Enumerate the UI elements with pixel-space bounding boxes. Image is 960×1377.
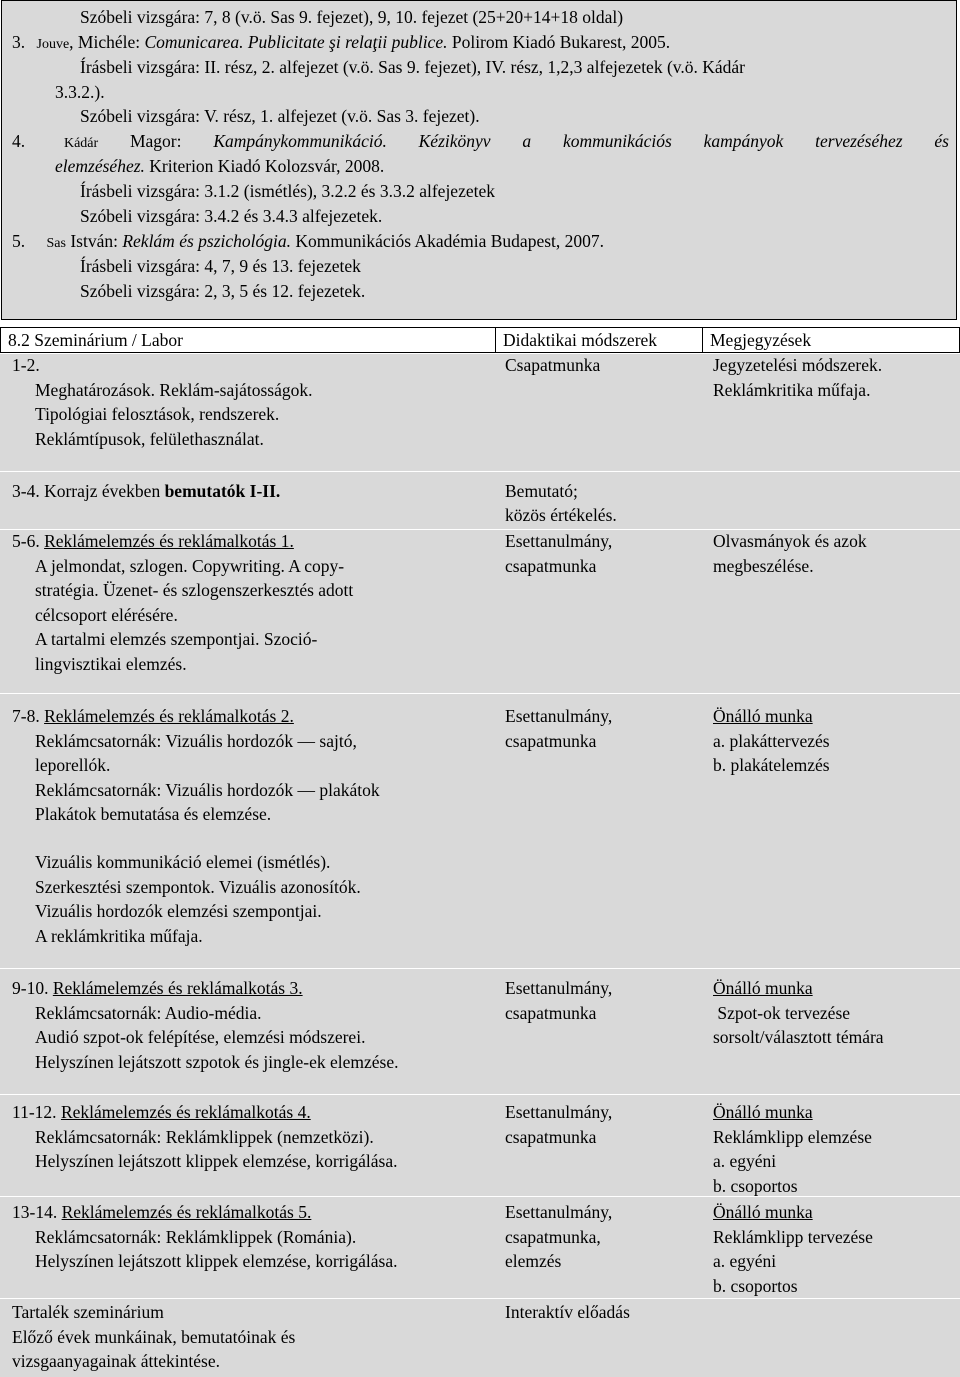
table-header xyxy=(0,327,960,353)
bib-written-exam: Írásbeli vizsgára: II. rész, 2. alfejezet (v.ö. Sas 9. fejezet), IV. rész, 1,2,3 alfejezetek (v.ö. Kádár xyxy=(80,57,746,77)
bib-written-exam-cont: 3.3.2.). xyxy=(55,82,105,102)
table-row: 7-8. Reklámelemzés és reklámalkotás 2. Reklámcsatornák: Vizuális hordozók — sajtó, leporellók. Reklámcsatornák: Vizuális hordozók — plakátok Plakátok bemutatása és elemzése. Vizuális kommunikáció elemei (ismétlés). Szerkesztési szempontok. Vizuális azonosítók. Vizuális hordozók elemzési szempontjai. A reklámkritika műfaja. Esettanulmány, csapatmunka Önálló munka a. plakáttervezés b. plakátelemzés xyxy=(0,693,960,968)
header-methods: Didaktikai módszerek xyxy=(495,327,703,353)
header-topic: 8.2 Szeminárium / Labor xyxy=(0,327,496,353)
table-row: 11-12. Reklámelemzés és reklámalkotás 4. Reklámcsatornák: Reklámklippek (nemzetközi). Helyszínen lejátszott klippek elemzése, korrigálása. Esettanulmány, csapatmunka Önálló munka Reklámklipp elemzése a. egyéni b. csoportos xyxy=(0,1094,960,1196)
bib-item-5: 5. Sas István: Reklám és pszichológia. Kommunikációs Akadémia Budapest, 2007. xyxy=(12,231,605,251)
bib-title: Comunicarea. Publicitate şi relaţii publice. xyxy=(144,32,448,52)
bib-written-exam: Írásbeli vizsgára: 3.1.2 (ismétlés), 3.2.2 és 3.3.2 alfejezetek xyxy=(80,181,495,201)
header-notes: Megjegyzések xyxy=(702,327,960,353)
table-row: 1-2. Meghatározások. Reklám-sajátosságok. Tipológiai felosztások, rendszerek. Reklámtípusok, felülethasználat. Csapatmunka Jegyzetelési módszerek. Reklámkritika műfaja. xyxy=(0,353,960,471)
table-row: 5-6. Reklámelemzés és reklámalkotás 1. A jelmondat, szlogen. Copywriting. A copy- stratégia. Üzenet- és szlogenszerkesztés adott célcsoport elérésére. A tartalmi elemzés szempontjai. Szoció- lingvisztikai elemzés. Esettanulmány, csapatmunka Olvasmányok és azok megbeszélése. xyxy=(0,529,960,693)
bib-oral-exam: Szóbeli vizsgára: 2, 3, 5 és 12. fejezetek. xyxy=(80,281,366,301)
bib-author: Jouve xyxy=(36,37,70,52)
bib-item-4-cont: elemzéséhez. Kriterion Kiadó Kolozsvár, 2008. xyxy=(55,156,385,176)
bib-oral-exam: Szóbeli vizsgára: V. rész, 1. alfejezet (v.ö. Sas 3. fejezet). xyxy=(80,106,480,126)
bib-item-3: 3. Jouve, Michéle: Comunicarea. Publicitate şi relaţii publice. Polirom Kiadó Bukarest, 2005. xyxy=(12,32,671,52)
table-row: 13-14. Reklámelemzés és reklámalkotás 5. Reklámcsatornák: Reklámklippek (Románia). Helyszínen lejátszott klippek elemzése, korrigálása. Esettanulmány, csapatmunka, elemzés Önálló munka Reklámklipp tervezése a. egyéni b. csoportos xyxy=(0,1196,960,1298)
bib-written-exam: Írásbeli vizsgára: 4, 7, 9 és 13. fejezetek xyxy=(80,256,361,276)
bib-item-4: 4. Kádár Magor: Kampánykommunikáció. Kézikönyv a kommunikációs kampányok tervezéséhez és xyxy=(12,131,949,151)
table-row: Tartalék szeminárium Előző évek munkáinak, bemutatóinak és vizsgaanyagainak áttekintése. Interaktív előadás xyxy=(0,1298,960,1377)
table-row: 3-4. Korrajz években bemutatók I-II. Bemutató; közös értékelés. xyxy=(0,471,960,529)
bibliography-box xyxy=(1,0,957,320)
bib-oral-exam: Szóbeli vizsgára: 3.4.2 és 3.4.3 alfejezetek. xyxy=(80,206,383,226)
bib-oral-exam-line: Szóbeli vizsgára: 7, 8 (v.ö. Sas 9. fejezet), 9, 10. fejezet (25+20+14+18 oldal) xyxy=(80,7,624,27)
table-row: 9-10. Reklámelemzés és reklámalkotás 3. Reklámcsatornák: Audio-média. Audió szpot-ok felépítése, elemzési módszerei. Helyszínen lejátszott szpotok és jingle-ek elemzése. Esettanulmány, csapatmunka Önálló munka Szpot-ok tervezése sorsolt/választott témára xyxy=(0,968,960,1094)
